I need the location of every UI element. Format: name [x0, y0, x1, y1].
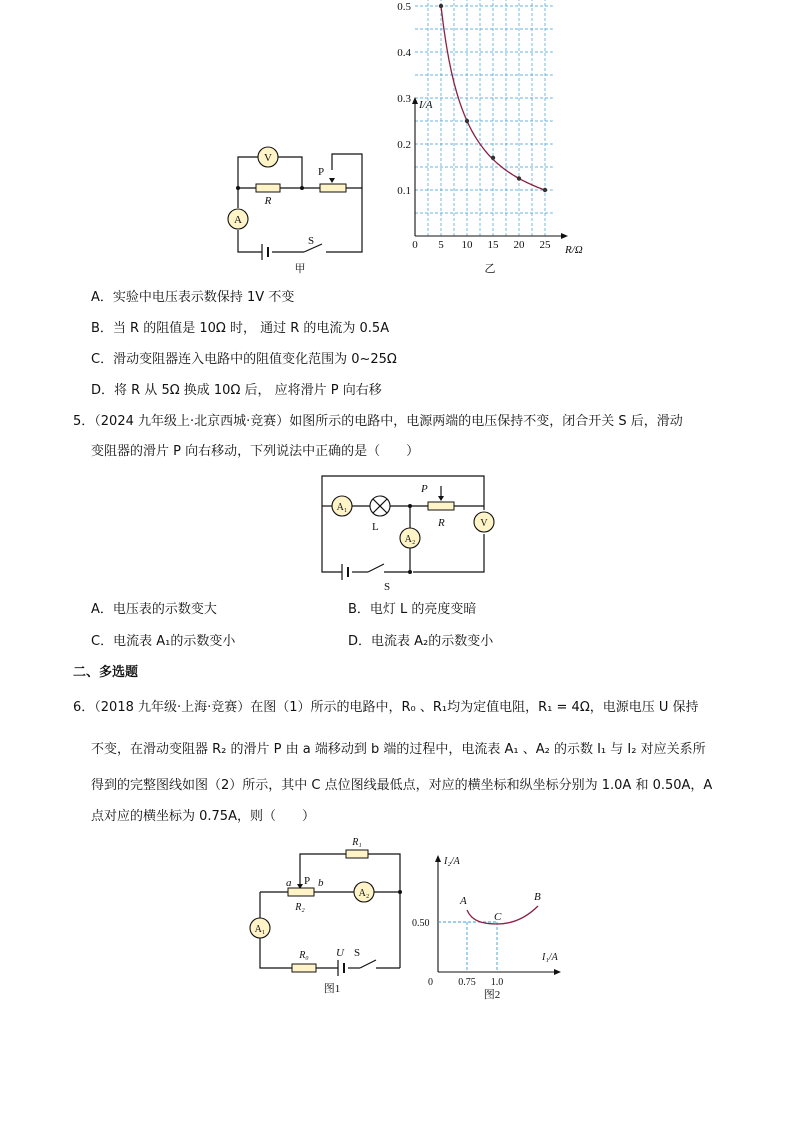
- chart-xtick-label: 5: [438, 239, 444, 251]
- chart-ytick-label: 0.5: [397, 1, 411, 13]
- chart-xtick-label: 20: [513, 239, 525, 251]
- q5-stem-line1: 5．（2024 九年级上·北京西城·竞赛）如图所示的电路中，电源两端的电压保持不变，闭合开关 S 后，滑动: [73, 414, 683, 429]
- fig1-b-label: b: [318, 877, 324, 889]
- q5-voltmeter-label: V: [480, 518, 488, 529]
- chart-x-arrow: [561, 233, 568, 239]
- fig2-x10: 1.0: [490, 977, 504, 988]
- q6-stem-line4: 点对应的横坐标为 0.75A，则（ ）: [91, 809, 315, 824]
- fig1-a-label: a: [286, 877, 292, 889]
- q5-switch-label: S: [384, 581, 391, 593]
- q4-option-a: A．实验中电压表示数保持 1V 不变: [91, 290, 295, 305]
- q5-resistor-label: R: [438, 517, 445, 529]
- fig1-r1-label: R₁: [352, 837, 362, 848]
- chart-point: [543, 188, 547, 192]
- fig2-x075: 0.75: [458, 977, 476, 988]
- chart-xlabel: R/Ω: [565, 244, 583, 256]
- chart-ylabel: I/A: [419, 99, 433, 111]
- fig2-y050: 0.50: [412, 918, 430, 929]
- q6-circuit-figure-1: [244, 834, 404, 996]
- q5-circuit-figure: [318, 472, 490, 594]
- fig2-xlabel: I₁/A: [542, 952, 558, 963]
- fig2-ylabel: I₂/A: [444, 856, 460, 867]
- q5-slider-label: P: [421, 483, 428, 495]
- chart-figure-yi: [395, 1, 595, 278]
- switch-label: S: [307, 235, 315, 247]
- fig2-point-c: C: [494, 911, 502, 923]
- fig1-caption: 图1: [323, 983, 341, 995]
- fig1-s-label: S: [354, 947, 361, 959]
- fig2-point-a: A: [460, 895, 467, 907]
- q5-ammeter1-label: A₁: [336, 502, 348, 513]
- fig2-point-b: B: [534, 891, 541, 903]
- q5-option-d: D．电流表 A₂的示数变小: [348, 634, 494, 649]
- circuit-figure-jia: [222, 140, 367, 280]
- resistor-label: R: [264, 195, 272, 207]
- q5-lamp-label: L: [372, 521, 379, 533]
- chart-ytick-label: 0.3: [397, 93, 411, 105]
- fig2-caption: 图2: [483, 989, 501, 1001]
- chart-xtick-label: 10: [461, 239, 473, 251]
- q5-option-b: B．电灯 L 的亮度变暗: [348, 602, 477, 617]
- fig2-curve: [467, 906, 538, 924]
- chart-point: [465, 119, 469, 123]
- q6-stem-line2: 不变，在滑动变阻器 R₂ 的滑片 P 由 a 端移动到 b 端的过程中，电流表 A₁ 、A₂ 的示数 I₁ 与 I₂ 对应关系所: [91, 742, 706, 757]
- fig2-origin: 0: [428, 977, 433, 988]
- q6-stem-line1: 6．（2018 九年级·上海·竞赛）在图（1）所示的电路中，R₀ 、R₁均为定值电阻，R₁ = 4Ω，电源电压 U 保持: [73, 700, 699, 715]
- fig1-p-label: P: [304, 875, 311, 887]
- fig1-a1-label: A₁: [254, 924, 266, 935]
- fig1-r2-label: R₂: [295, 902, 305, 913]
- chart-ytick-label: 0.4: [397, 47, 411, 59]
- q5-option-c: C．电流表 A₁的示数变小: [91, 634, 236, 649]
- chart-caption: 乙: [484, 263, 496, 275]
- figure-caption: 甲: [294, 263, 306, 275]
- chart-point: [439, 4, 443, 8]
- chart-point: [517, 176, 521, 180]
- q5-stem-line2: 变阻器的滑片 P 向右移动，下列说法中正确的是（ ）: [91, 444, 420, 459]
- q5-ammeter2-label: A₂: [404, 534, 416, 545]
- q5-option-a: A．电压表的示数变大: [91, 602, 217, 617]
- chart-xtick-label: 15: [487, 239, 499, 251]
- q4-option-d: D．将 R 从 5Ω 换成 10Ω 后， 应将滑片 P 向右移: [91, 383, 382, 398]
- chart-ytick-label: 0.2: [397, 139, 411, 151]
- chart-origin: 0: [412, 239, 418, 251]
- chart-ytick-label: 0.1: [397, 185, 411, 197]
- fig1-u-label: U: [336, 947, 344, 959]
- q6-graph-figure-2: [408, 852, 578, 1001]
- chart-point: [491, 156, 495, 160]
- slider-label: P: [317, 166, 325, 178]
- chart-xtick-label: 25: [539, 239, 551, 251]
- q4-option-b: B．当 R 的阻值是 10Ω 时， 通过 R 的电流为 0.5A: [91, 321, 390, 336]
- voltmeter-label: V: [264, 152, 272, 164]
- ammeter-label: A: [234, 214, 242, 226]
- q6-stem-line3: 得到的完整图线如图（2）所示，其中 C 点位图线最低点，对应的横坐标和纵坐标分别为 1.0A 和 0.50A，A: [91, 778, 713, 793]
- q4-option-c: C．滑动变阻器连入电路中的阻值变化范围为 0~25Ω: [91, 352, 397, 367]
- fig1-a2-label: A₂: [358, 888, 370, 899]
- fig1-r0-label: R₀: [299, 950, 309, 961]
- section-heading: 二、多选题: [73, 665, 139, 680]
